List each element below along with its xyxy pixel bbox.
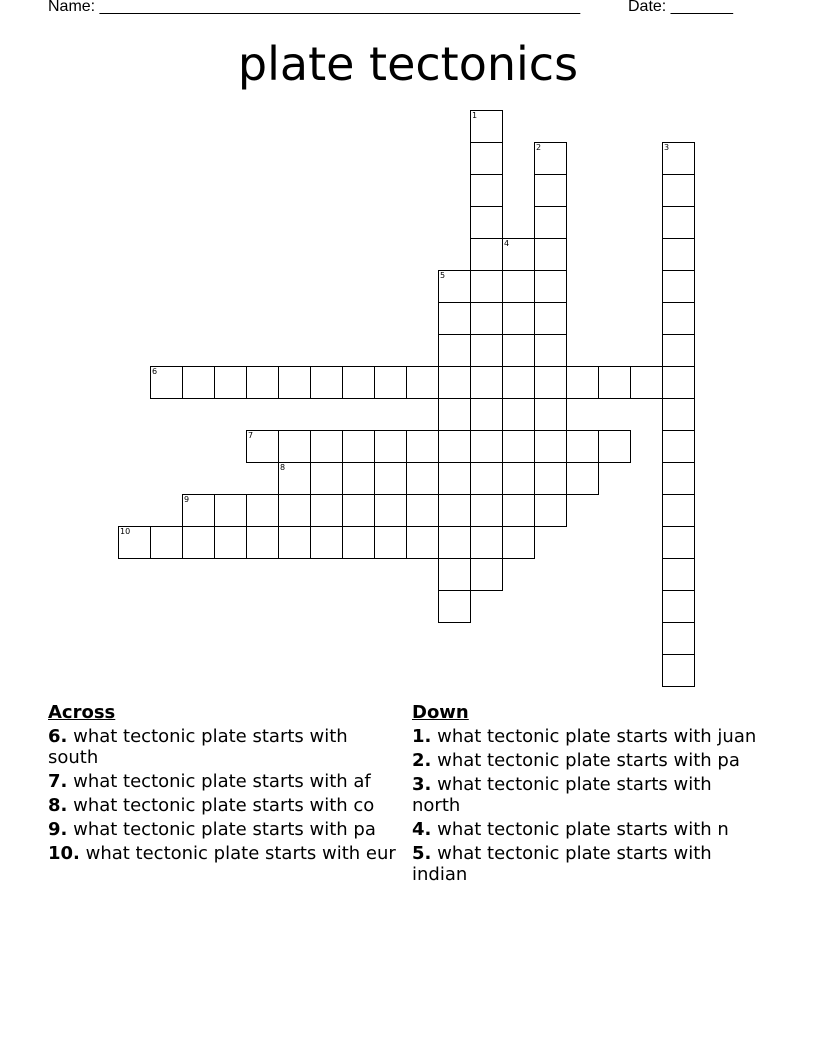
clue-number: 9 <box>184 495 190 504</box>
grid-cell[interactable] <box>470 398 503 431</box>
grid-cell[interactable] <box>342 494 375 527</box>
name-field[interactable]: Name: ______________________________________________________ <box>48 0 581 15</box>
grid-cell[interactable] <box>662 334 695 367</box>
grid-cell[interactable] <box>214 526 247 559</box>
grid-cell[interactable] <box>470 526 503 559</box>
grid-cell[interactable] <box>310 494 343 527</box>
grid-cell[interactable] <box>662 462 695 495</box>
grid-cell[interactable] <box>438 302 471 335</box>
grid-cell[interactable] <box>246 526 279 559</box>
clue-number: 10 <box>120 527 131 536</box>
grid-cell[interactable] <box>566 462 599 495</box>
grid-cell[interactable] <box>662 270 695 303</box>
grid-cell[interactable] <box>534 270 567 303</box>
grid-cell[interactable] <box>502 302 535 335</box>
grid-cell[interactable] <box>374 526 407 559</box>
grid-cell[interactable] <box>662 526 695 559</box>
grid-cell[interactable] <box>470 366 503 399</box>
grid-cell[interactable] <box>598 366 631 399</box>
grid-cell[interactable] <box>406 366 439 399</box>
grid-cell[interactable] <box>406 494 439 527</box>
clue-number: 5 <box>440 271 446 280</box>
grid-cell[interactable] <box>662 622 695 655</box>
grid-cell[interactable] <box>662 558 695 591</box>
grid-cell[interactable] <box>374 366 407 399</box>
clue-number: 4 <box>504 239 510 248</box>
grid-cell[interactable] <box>438 334 471 367</box>
grid-cell[interactable] <box>278 366 311 399</box>
grid-cell[interactable] <box>438 494 471 527</box>
grid-cell[interactable] <box>470 174 503 207</box>
grid-cell[interactable] <box>310 366 343 399</box>
grid-cell[interactable] <box>598 430 631 463</box>
grid-cell[interactable] <box>630 366 663 399</box>
grid-cell[interactable] <box>470 270 503 303</box>
grid-cell[interactable] <box>534 174 567 207</box>
down-clue: 3. what tectonic plate starts with north <box>412 774 712 816</box>
grid-cell[interactable] <box>470 142 503 175</box>
date-field[interactable]: Date: _______ <box>628 0 733 15</box>
grid-cell[interactable] <box>406 526 439 559</box>
grid-cell[interactable] <box>502 430 535 463</box>
grid-cell[interactable] <box>342 366 375 399</box>
grid-cell[interactable] <box>502 238 535 271</box>
grid-cell[interactable] <box>502 270 535 303</box>
across-clue: 9. what tectonic plate starts with pa <box>48 819 376 840</box>
grid-cell[interactable] <box>470 238 503 271</box>
down-clue: 5. what tectonic plate starts with indian <box>412 843 712 885</box>
grid-cell[interactable] <box>470 206 503 239</box>
across-clues <box>48 702 398 867</box>
down-clues <box>412 702 762 888</box>
grid-cell[interactable] <box>662 302 695 335</box>
grid-cell[interactable] <box>662 590 695 623</box>
grid-cell[interactable] <box>662 238 695 271</box>
grid-cell[interactable] <box>470 334 503 367</box>
down-heading: Down <box>412 702 469 723</box>
grid-cell[interactable] <box>662 430 695 463</box>
grid-cell[interactable] <box>502 366 535 399</box>
grid-cell[interactable] <box>278 430 311 463</box>
grid-cell[interactable] <box>278 494 311 527</box>
grid-cell[interactable] <box>534 302 567 335</box>
down-clue: 1. what tectonic plate starts with juan <box>412 726 757 747</box>
grid-cell[interactable] <box>470 558 503 591</box>
grid-cell[interactable] <box>438 590 471 623</box>
across-clue: 8. what tectonic plate starts with co <box>48 795 375 816</box>
grid-cell[interactable] <box>310 430 343 463</box>
grid-cell[interactable] <box>502 462 535 495</box>
grid-cell[interactable] <box>374 430 407 463</box>
grid-cell[interactable] <box>310 462 343 495</box>
grid-cell[interactable] <box>662 494 695 527</box>
grid-cell[interactable] <box>470 302 503 335</box>
grid-cell[interactable] <box>342 430 375 463</box>
grid-cell[interactable] <box>182 526 215 559</box>
grid-cell[interactable] <box>214 366 247 399</box>
clue-number: 2 <box>536 143 542 152</box>
grid-cell[interactable] <box>342 462 375 495</box>
grid-cell[interactable] <box>310 526 343 559</box>
grid-cell[interactable] <box>502 526 535 559</box>
grid-cell[interactable] <box>534 142 567 175</box>
clue-number: 8 <box>280 463 286 472</box>
grid-cell[interactable] <box>534 334 567 367</box>
clue-number: 6 <box>152 367 158 376</box>
grid-cell[interactable] <box>438 526 471 559</box>
grid-cell[interactable] <box>662 174 695 207</box>
grid-cell[interactable] <box>534 462 567 495</box>
across-clue: 7. what tectonic plate starts with af <box>48 771 371 792</box>
grid-cell[interactable] <box>534 366 567 399</box>
grid-cell[interactable] <box>438 558 471 591</box>
grid-cell[interactable] <box>182 366 215 399</box>
grid-cell[interactable] <box>438 430 471 463</box>
clue-number: 1 <box>472 111 478 120</box>
across-clue: 6. what tectonic plate starts with south <box>48 726 348 768</box>
grid-cell[interactable] <box>150 366 183 399</box>
grid-cell[interactable] <box>566 430 599 463</box>
grid-cell[interactable] <box>342 526 375 559</box>
grid-cell[interactable] <box>214 494 247 527</box>
grid-cell[interactable] <box>246 430 279 463</box>
grid-cell[interactable] <box>278 526 311 559</box>
grid-cell[interactable] <box>246 366 279 399</box>
grid-cell[interactable] <box>438 462 471 495</box>
clue-number: 3 <box>664 143 670 152</box>
across-heading: Across <box>48 702 116 723</box>
grid-cell[interactable] <box>374 494 407 527</box>
grid-cell[interactable] <box>502 334 535 367</box>
grid-cell[interactable] <box>150 526 183 559</box>
page-title: plate tectonics <box>237 37 579 91</box>
down-clue: 4. what tectonic plate starts with n <box>412 819 729 840</box>
across-clue: 10. what tectonic plate starts with eur <box>48 843 396 864</box>
grid-cell[interactable] <box>470 494 503 527</box>
grid-cell[interactable] <box>246 494 279 527</box>
grid-cell[interactable] <box>374 462 407 495</box>
grid-cell[interactable] <box>118 526 151 559</box>
grid-cell[interactable] <box>470 110 503 143</box>
grid-cell[interactable] <box>566 366 599 399</box>
grid-cell[interactable] <box>502 494 535 527</box>
grid-cell[interactable] <box>662 206 695 239</box>
grid-cell[interactable] <box>534 238 567 271</box>
grid-cell[interactable] <box>662 654 695 687</box>
grid-cell[interactable] <box>662 398 695 431</box>
grid-cell[interactable] <box>534 206 567 239</box>
grid-cell[interactable] <box>438 366 471 399</box>
grid-cell[interactable] <box>470 462 503 495</box>
grid-cell[interactable] <box>662 142 695 175</box>
grid-cell[interactable] <box>534 494 567 527</box>
grid-cell[interactable] <box>438 398 471 431</box>
grid-cell[interactable] <box>278 462 311 495</box>
grid-cell[interactable] <box>406 462 439 495</box>
grid-cell[interactable] <box>534 430 567 463</box>
grid-cell[interactable] <box>470 430 503 463</box>
grid-cell[interactable] <box>406 430 439 463</box>
grid-cell[interactable] <box>182 494 215 527</box>
clue-number: 7 <box>248 431 254 440</box>
grid-cell[interactable] <box>438 270 471 303</box>
grid-cell[interactable] <box>534 398 567 431</box>
grid-cell[interactable] <box>502 398 535 431</box>
down-clue: 2. what tectonic plate starts with pa <box>412 750 740 771</box>
grid-cell[interactable] <box>662 366 695 399</box>
